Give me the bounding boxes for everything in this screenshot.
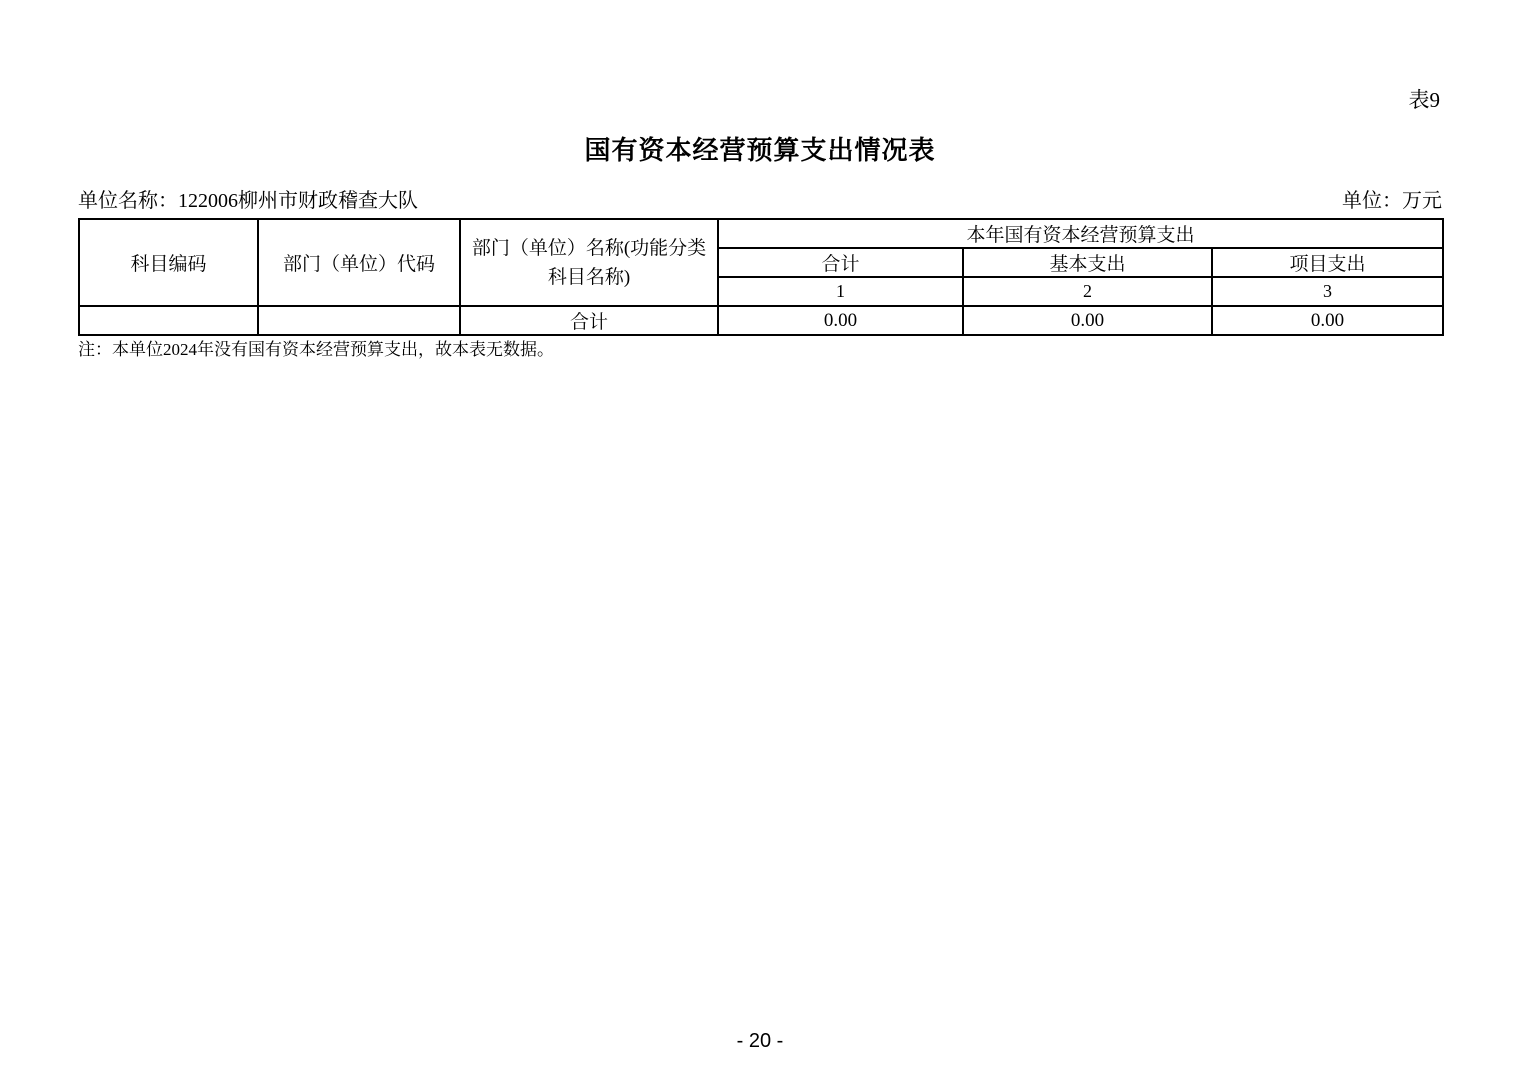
header-row-group [79,219,1443,248]
page-title: 国有资本经营预算支出情况表 [584,136,936,165]
cell-total-value: 0.00 [718,306,963,335]
cell-subject-code [79,306,258,335]
header-project-expenditure: 项目支出 [1212,248,1443,277]
table-row-total [79,306,1443,335]
table-note: 注：本单位2024年没有国有资本经营预算支出，故本表无数据。 [78,340,554,359]
budget-expenditure-table [78,218,1444,336]
meta-row [78,188,1442,215]
column-number-3: 3 [1212,277,1443,306]
header-subject-code: 科目编码 [79,219,258,306]
column-number-2: 2 [963,277,1212,306]
cell-basic-value: 0.00 [963,306,1212,335]
cell-dept-code [258,306,460,335]
header-dept-name: 部门（单位）名称(功能分类科目名称) [460,219,718,306]
header-group-expenditure: 本年国有资本经营预算支出 [718,219,1443,248]
page-number: - 20 - [736,1030,784,1052]
header-dept-code: 部门（单位）代码 [258,219,460,306]
cell-dept-name: 合计 [460,306,718,335]
table-number-tag: 表9 [1408,88,1440,112]
cell-project-value: 0.00 [1212,306,1443,335]
column-number-1: 1 [718,277,963,306]
unit-measure-label: 单位：万元 [1342,190,1442,212]
header-basic-expenditure: 基本支出 [963,248,1212,277]
unit-name-label: 单位名称：122006柳州市财政稽查大队 [78,190,418,212]
header-total: 合计 [718,248,963,277]
